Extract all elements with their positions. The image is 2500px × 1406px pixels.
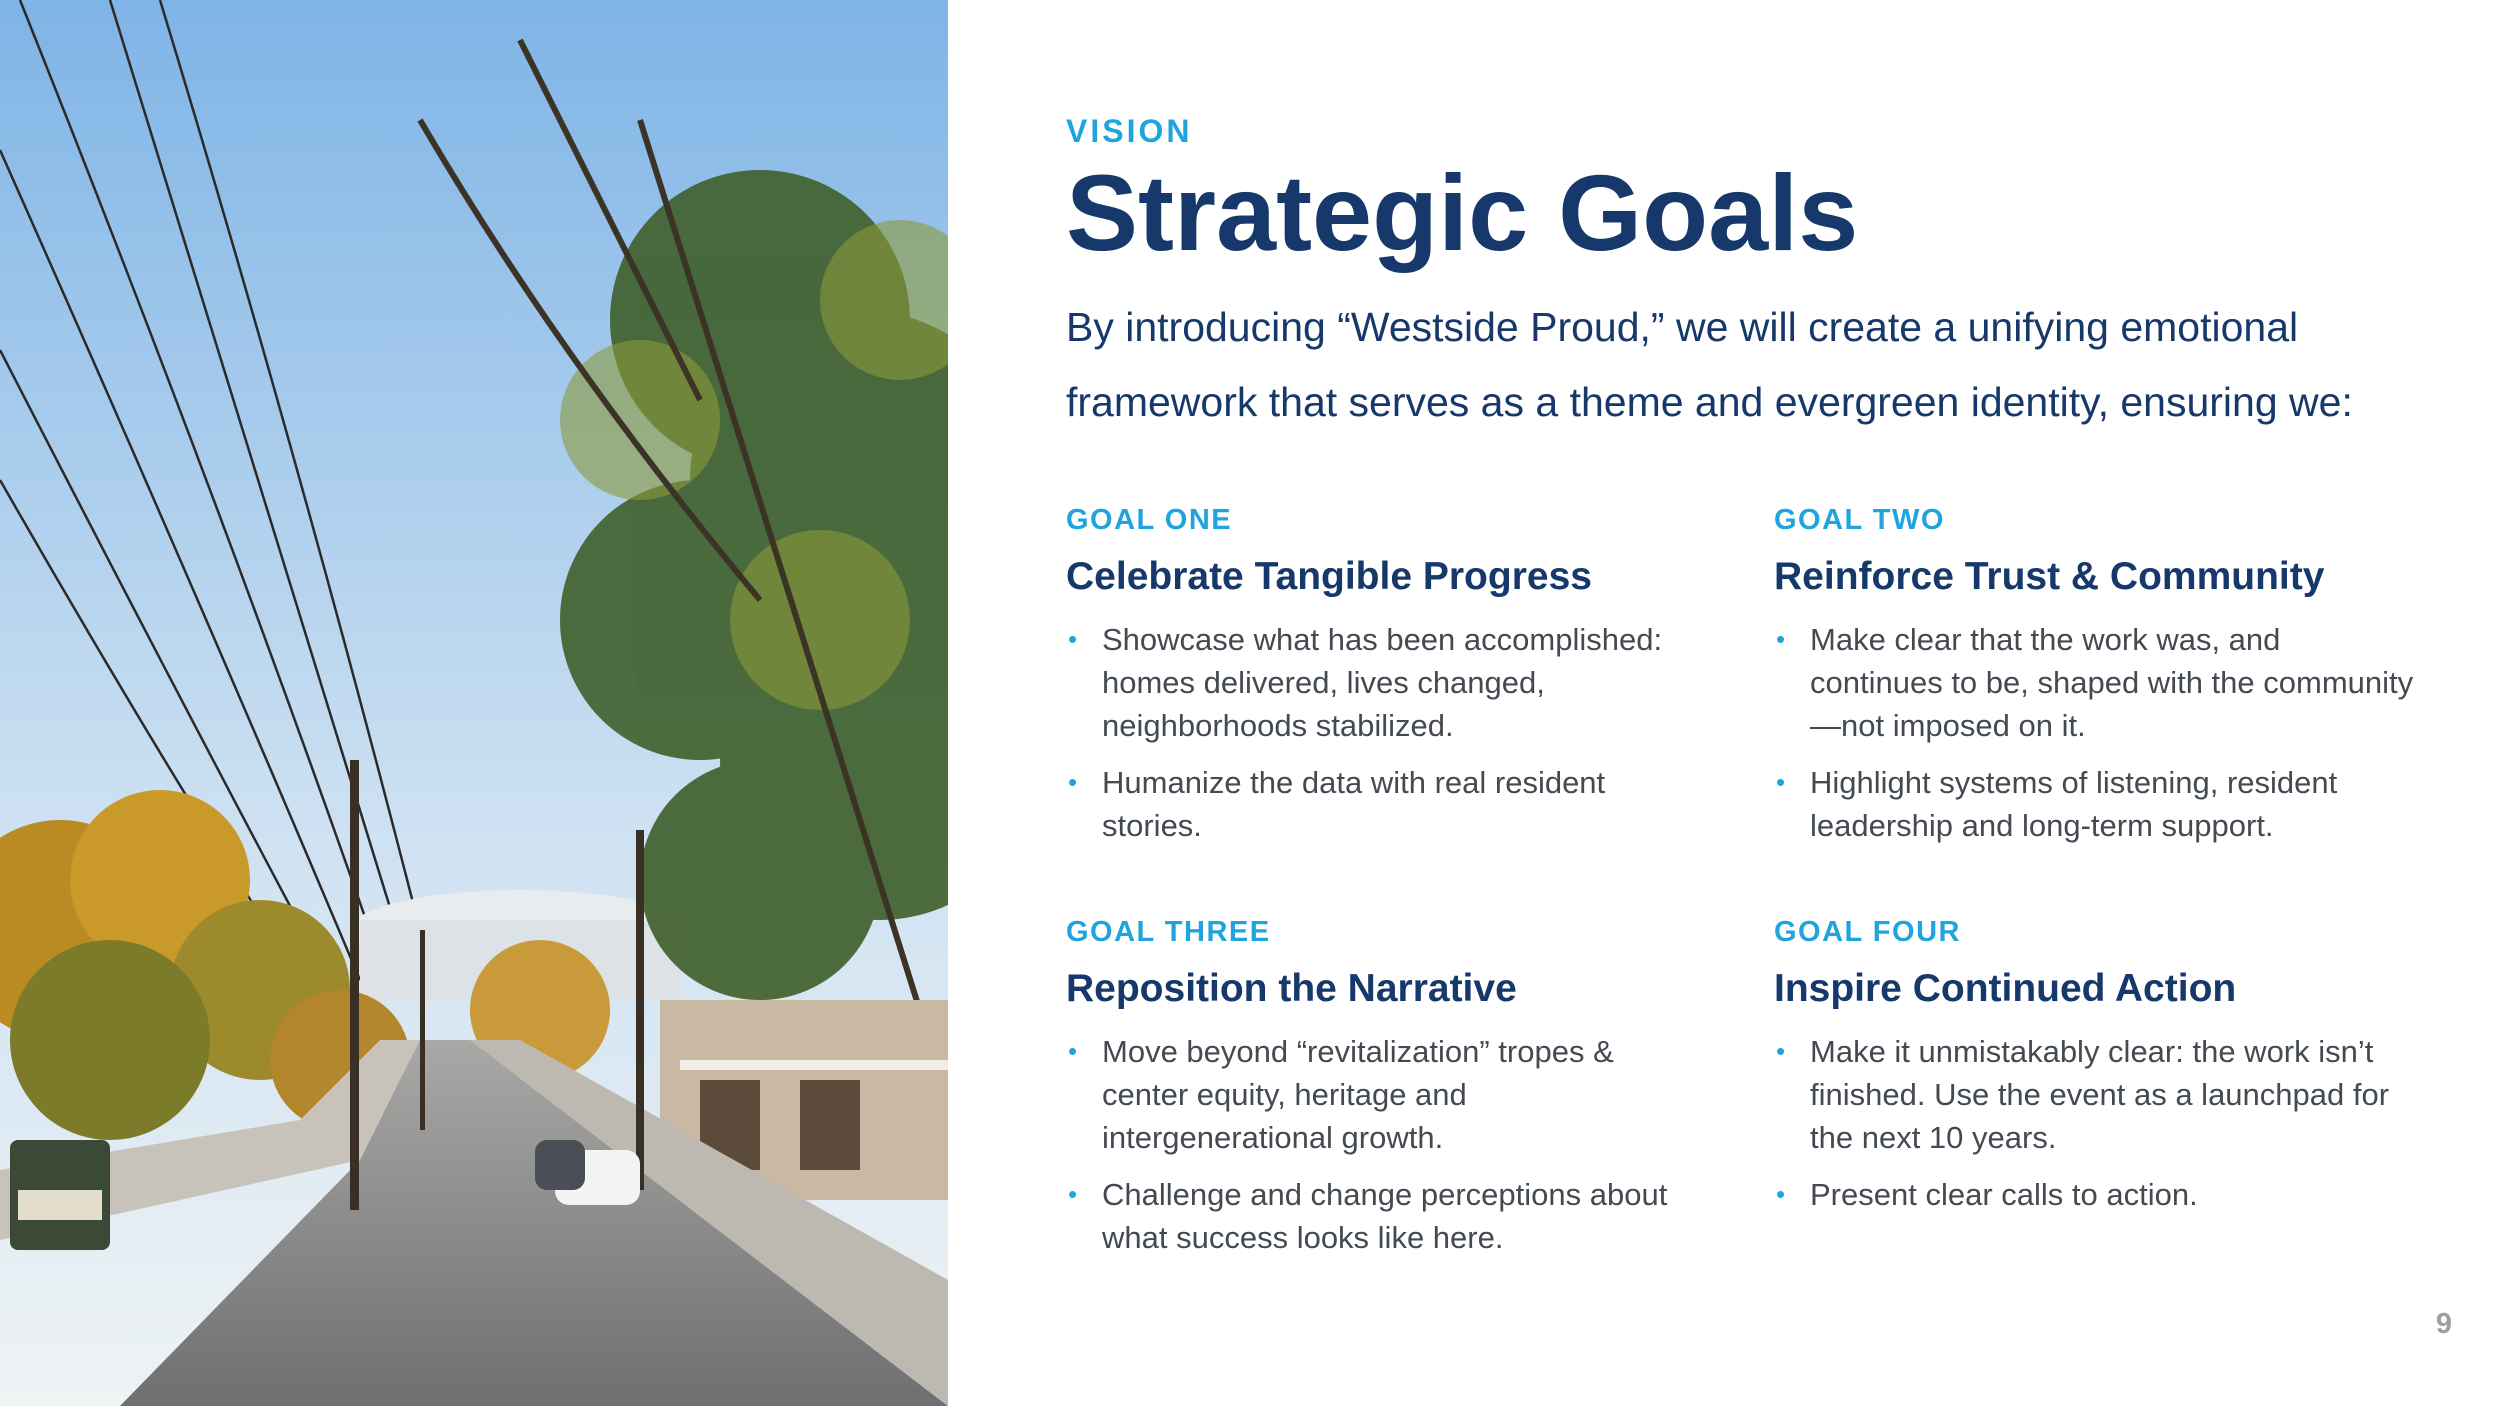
goal-bullet-list — [1066, 618, 1706, 847]
intro-paragraph: By introducing “Westside Proud,” we will create a unifying emotional framework that serves as a theme and evergreen identity, ensuring we: — [1066, 304, 2353, 425]
goal-label: GOAL THREE — [1066, 916, 1271, 948]
goal-label: GOAL ONE — [1066, 504, 1233, 536]
goal-bullet-list — [1066, 1030, 1706, 1259]
goal-bullet-text: Move beyond “revitalization” tropes & center equity, heritage and intergenerational growth. — [1102, 1034, 1614, 1155]
goal-bullet-list — [1774, 1030, 2414, 1216]
bullet-dot-icon: • — [1068, 767, 1078, 797]
goal-bullet — [1774, 1173, 2414, 1216]
page-number: 9 — [2435, 1308, 2452, 1340]
goal-bullet-text: Showcase what has been accomplished: homes delivered, lives changed, neighborhoods stabilized. — [1102, 622, 1663, 743]
goal-heading: Reinforce Trust & Community — [1774, 555, 2325, 598]
bullet-dot-icon: • — [1776, 624, 1786, 654]
goal-bullet — [1066, 1173, 1706, 1259]
bullet-dot-icon: • — [1776, 767, 1786, 797]
goal-four — [1774, 912, 2414, 1230]
goal-heading: Celebrate Tangible Progress — [1066, 555, 1592, 598]
street-photo-illustration — [0, 0, 948, 1406]
goal-bullet-text: Make clear that the work was, and continues to be, shaped with the community—not imposed on it. — [1810, 622, 2414, 743]
goal-bullet — [1774, 1030, 2414, 1159]
goal-two — [1774, 500, 2414, 861]
goal-heading: Inspire Continued Action — [1774, 967, 2237, 1010]
section-label: VISION — [1066, 113, 1193, 149]
goal-label: GOAL FOUR — [1774, 916, 1961, 948]
goal-bullet — [1066, 618, 1706, 747]
goal-bullet — [1774, 761, 2414, 847]
goal-bullet — [1066, 761, 1706, 847]
goal-label: GOAL TWO — [1774, 504, 1945, 536]
bullet-dot-icon: • — [1068, 1179, 1078, 1209]
page-title: Strategic Goals — [1066, 152, 1859, 273]
street-photo — [0, 0, 948, 1406]
goal-bullet-text: Highlight systems of listening, resident leadership and long-term support. — [1810, 765, 2338, 843]
goal-bullet-list — [1774, 618, 2414, 847]
goal-bullet — [1774, 618, 2414, 747]
goal-bullet-text: Present clear calls to action. — [1810, 1177, 2198, 1212]
bullet-dot-icon: • — [1776, 1179, 1786, 1209]
goal-bullet-text: Make it unmistakably clear: the work isn’t finished. Use the event as a launchpad for the next 10 years. — [1810, 1034, 2390, 1155]
goal-bullet-text: Humanize the data with real resident stories. — [1102, 765, 1606, 843]
goal-one — [1066, 500, 1706, 861]
goal-heading: Reposition the Narrative — [1066, 967, 1517, 1010]
goal-bullet — [1066, 1030, 1706, 1159]
bullet-dot-icon: • — [1068, 624, 1078, 654]
bullet-dot-icon: • — [1068, 1036, 1078, 1066]
bullet-dot-icon: • — [1776, 1036, 1786, 1066]
goal-bullet-text: Challenge and change perceptions about what success looks like here. — [1102, 1177, 1668, 1255]
goal-three — [1066, 912, 1706, 1273]
